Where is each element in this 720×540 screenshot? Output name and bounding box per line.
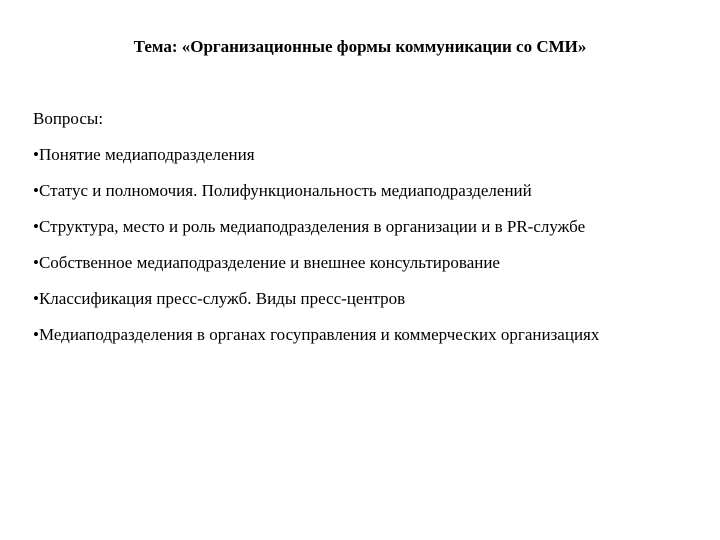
list-item xyxy=(33,180,703,202)
list-item xyxy=(33,324,703,346)
questions-section xyxy=(33,108,703,360)
bullet-icon: • xyxy=(33,325,39,344)
bullet-icon: • xyxy=(33,217,39,236)
questions-list xyxy=(33,144,703,346)
bullet-icon: • xyxy=(33,253,39,272)
list-item xyxy=(33,252,703,274)
list-item-text: Статус и полномочия. Полифункциональность медиаподразделений xyxy=(38,181,532,200)
list-item xyxy=(33,288,703,310)
list-item-text: Понятие медиаподразделения xyxy=(38,145,255,164)
bullet-icon: • xyxy=(33,181,39,200)
list-item-text: Классификация пресс-служб. Виды пресс-центров xyxy=(38,289,406,308)
bullet-icon: • xyxy=(33,145,39,164)
slide-title: Тема: «Организационные формы коммуникации со СМИ» xyxy=(133,37,587,56)
list-item-text: Медиаподразделения в органах госуправления и коммерческих организациях xyxy=(38,325,600,344)
list-item xyxy=(33,216,703,238)
bullet-icon: • xyxy=(33,289,39,308)
list-item-text: Структура, место и роль медиаподразделения в организации и в PR-службе xyxy=(38,217,586,236)
questions-label: Вопросы: xyxy=(33,109,104,128)
list-item xyxy=(33,144,703,166)
list-item-text: Собственное медиаподразделение и внешнее консультирование xyxy=(38,253,500,272)
